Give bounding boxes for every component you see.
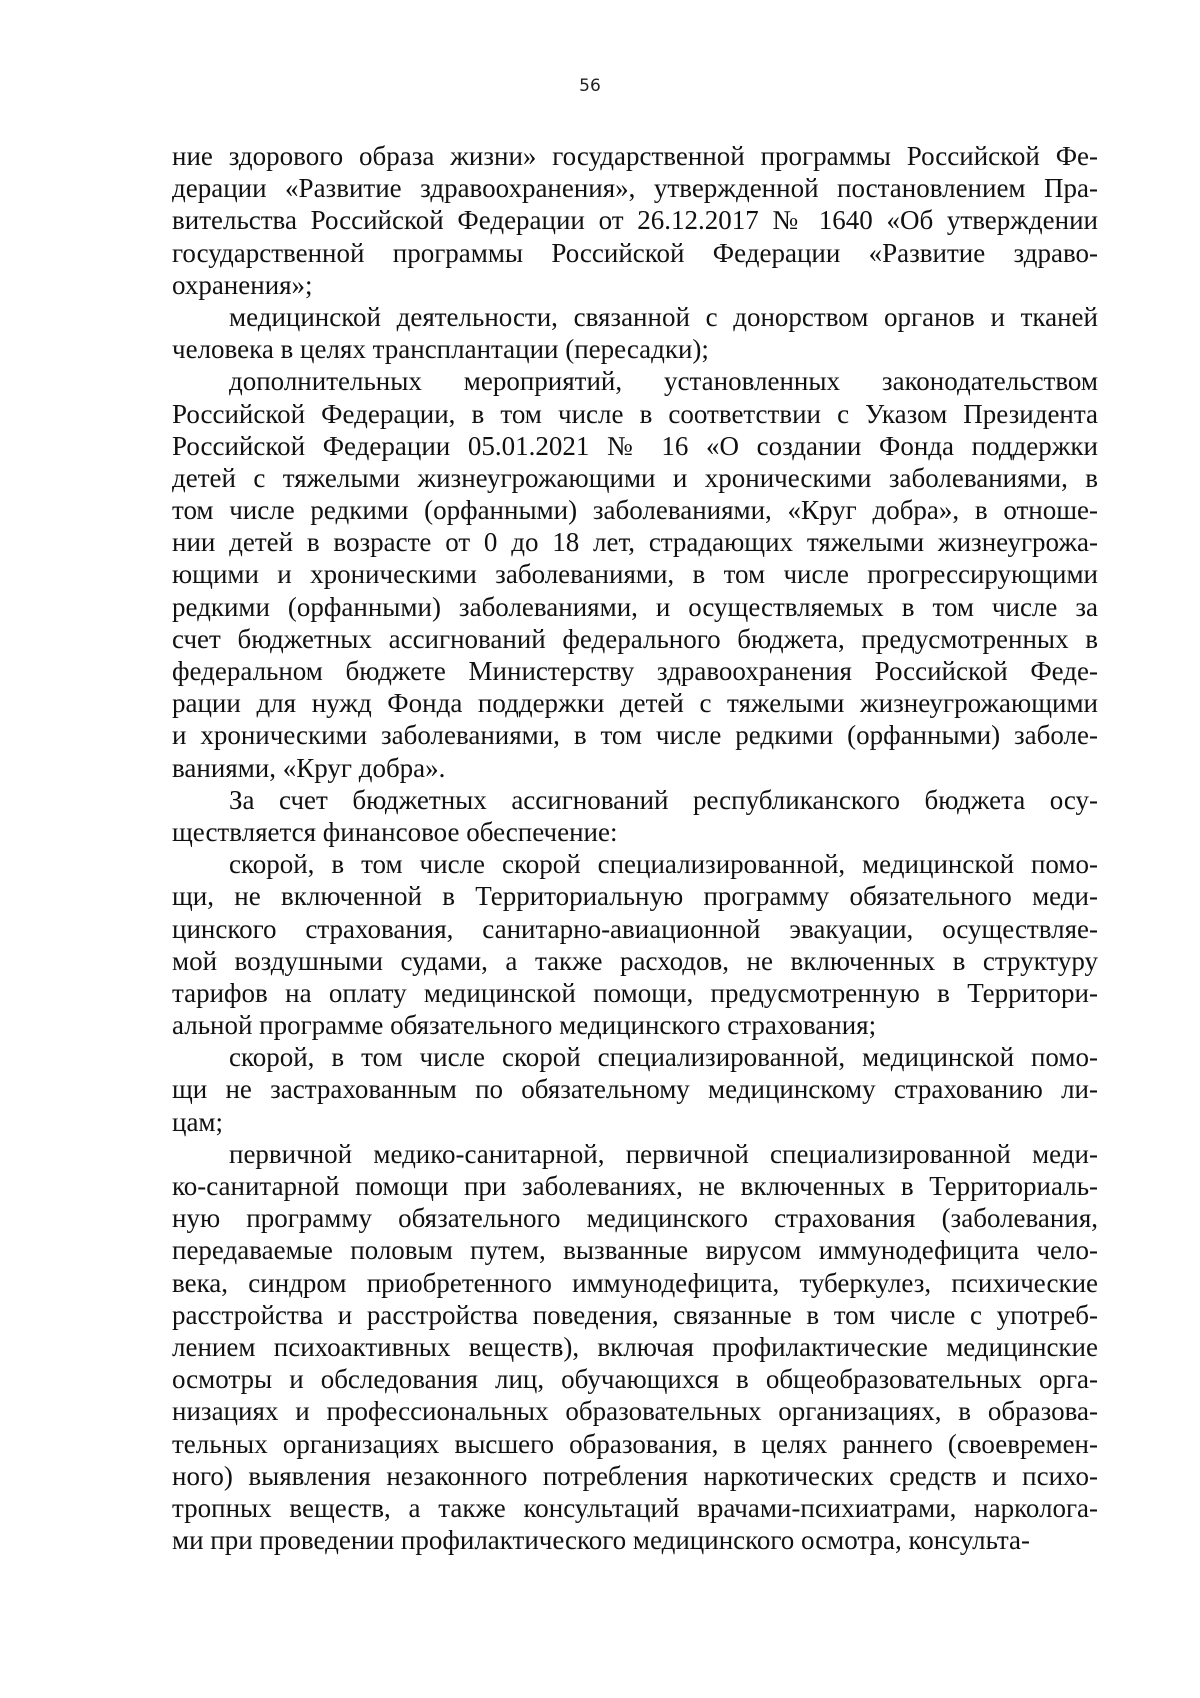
text-line: редкими (орфанными) заболеваниями, и осуществляемых в том числе за xyxy=(172,591,1098,622)
text-line: века, синдром приобретенного иммунодефицита, туберкулез, психические xyxy=(172,1267,1098,1298)
text-line: нии детей в возрасте от 0 до 18 лет, страдающих тяжелыми жизнеугрожа- xyxy=(172,527,1098,558)
text-line: осмотры и обследования лиц, обучающихся в общеобразовательных орга- xyxy=(172,1364,1098,1395)
text-line: щи, не включенной в Территориальную программу обязательного меди- xyxy=(172,881,1098,912)
paragraph xyxy=(172,784,1098,848)
text-line: медицинской деятельности, связанной с донорством органов и тканей xyxy=(229,301,1098,332)
text-line: том числе редкими (орфанными) заболеваниями, «Круг добра», в отноше- xyxy=(172,495,1098,526)
paragraph xyxy=(172,848,1098,1041)
text-line: дополнительных мероприятий, установленных законодательством xyxy=(229,366,1098,397)
text-line: щи не застрахованным по обязательному медицинскому страхованию ли- xyxy=(172,1074,1098,1105)
text-line: низациях и профессиональных образовательных организациях, в образова- xyxy=(172,1396,1098,1427)
text-line: тропных веществ, а также консультаций врачами-психиатрами, нарколога- xyxy=(172,1492,1098,1523)
text-line: детей с тяжелыми жизнеугрожающими и хроническими заболеваниями, в xyxy=(172,462,1098,493)
text-line: счет бюджетных ассигнований федерального бюджета, предусмотренных в xyxy=(172,623,1098,654)
text-line: Российской Федерации 05.01.2021 № 16 «О создании Фонда поддержки xyxy=(172,430,1098,461)
text-line: За счет бюджетных ассигнований республиканского бюджета осу- xyxy=(229,784,1098,815)
text-line: расстройства и расстройства поведения, связанные в том числе с употреб- xyxy=(172,1299,1098,1330)
paragraph xyxy=(172,1041,1098,1138)
text-line: ми при проведении профилактического медицинского осмотра, консульта- xyxy=(172,1525,1031,1556)
text-line: ного) выявления незаконного потребления наркотических средств и психо- xyxy=(172,1460,1098,1491)
text-line: тельных организациях высшего образования, в целях раннего (своевремен- xyxy=(172,1428,1098,1459)
page-number: 56 xyxy=(579,76,601,96)
paragraph xyxy=(172,301,1098,365)
paragraph xyxy=(172,1138,1098,1556)
text-line: охранения»; xyxy=(172,269,313,300)
text-line: первичной медико-санитарной, первичной специализированной меди- xyxy=(229,1138,1098,1169)
text-line: ществляется финансовое обеспечение: xyxy=(172,816,618,847)
text-line: государственной программы Российской Федерации «Развитие здраво- xyxy=(172,237,1098,268)
text-line: рации для нужд Фонда поддержки детей с тяжелыми жизнеугрожающими xyxy=(172,688,1098,719)
paragraph xyxy=(172,365,1098,783)
text-line: ко-санитарной помощи при заболеваниях, не включенных в Территориаль- xyxy=(172,1171,1098,1201)
paragraph xyxy=(172,140,1098,301)
text-line: федеральном бюджете Министерству здравоохранения Российской Феде- xyxy=(172,656,1098,686)
text-line: Российской Федерации, в том числе в соответствии с Указом Президента xyxy=(172,398,1098,429)
text-line: вительства Российской Федерации от 26.12.2017 № 1640 «Об утверждении xyxy=(172,205,1098,236)
text-line: человека в целях трансплантации (пересадки); xyxy=(172,334,709,365)
text-line: цинского страхования, санитарно-авиационной эвакуации, осуществляе- xyxy=(172,913,1098,944)
text-line: лением психоактивных веществ), включая профилактические медицинские xyxy=(172,1331,1098,1362)
text-line: ющими и хроническими заболеваниями, в том числе прогрессирующими xyxy=(172,559,1098,590)
text-line: скорой, в том числе скорой специализированной, медицинской помо- xyxy=(229,849,1098,880)
text-line: цам; xyxy=(172,1106,224,1137)
text-line: и хроническими заболеваниями, в том числе редкими (орфанными) заболе- xyxy=(172,720,1098,751)
text-line: скорой, в том числе скорой специализированной, медицинской помо- xyxy=(229,1042,1098,1073)
text-line: альной программе обязательного медицинского страхования; xyxy=(172,1010,877,1041)
text-line: ние здорового образа жизни» государственной программы Российской Фе- xyxy=(172,141,1098,171)
text-line: ную программу обязательного медицинского страхования (заболевания, xyxy=(172,1203,1098,1234)
document-body xyxy=(172,140,1098,1556)
text-line: мой воздушными судами, а также расходов, не включенных в структуру xyxy=(172,945,1098,976)
text-line: ваниями, «Круг добра». xyxy=(172,752,446,783)
text-line: тарифов на оплату медицинской помощи, предусмотренную в Территори- xyxy=(172,977,1098,1008)
text-line: дерации «Развитие здравоохранения», утвержденной постановлением Пра- xyxy=(172,173,1098,204)
text-line: передаваемые половым путем, вызванные вирусом иммунодефицита чело- xyxy=(172,1235,1098,1266)
